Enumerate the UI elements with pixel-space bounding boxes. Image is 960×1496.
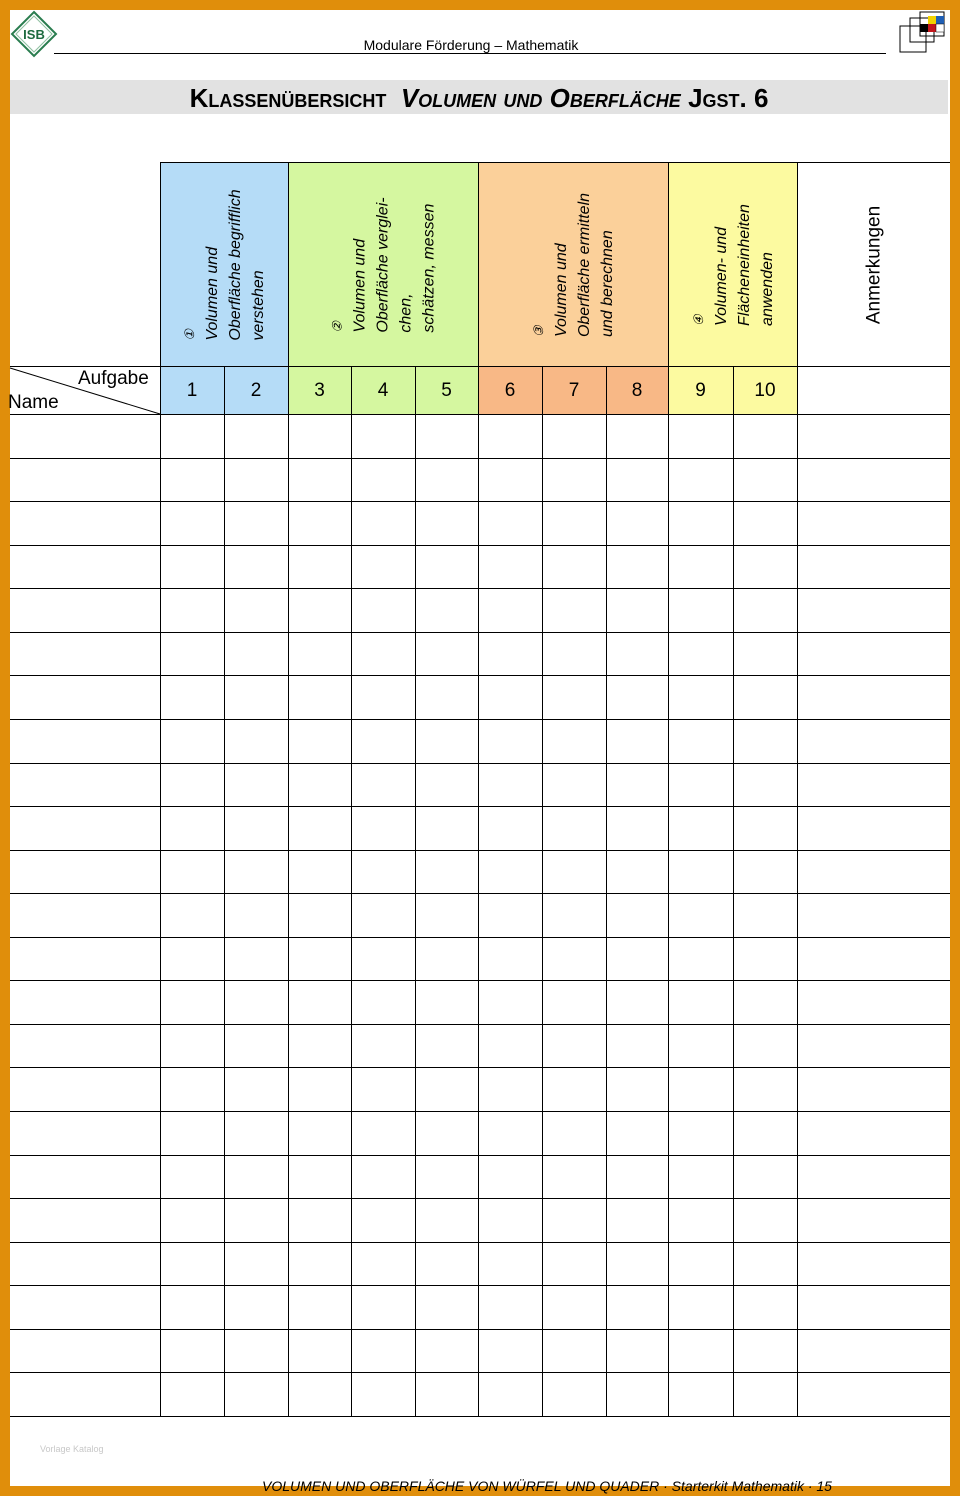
category-3-marker: ③ bbox=[531, 324, 546, 337]
category-1-line-2: Oberfläche begrifflich bbox=[227, 188, 244, 341]
title-topic: Volumen und Oberfläche bbox=[400, 83, 681, 113]
category-1-line-1: Volumen und bbox=[204, 246, 221, 341]
category-3-line-3: und berechnen bbox=[599, 229, 616, 337]
header-subtitle: Modulare Förderung – Mathematik bbox=[363, 37, 579, 53]
category-2-marker: ② bbox=[329, 320, 345, 333]
category-1-label bbox=[178, 189, 270, 340]
category-4-line-2: Flächeneinheiten bbox=[735, 203, 753, 326]
task-number-9: 9 bbox=[695, 379, 706, 401]
corner-label-aufgabe: Aufgabe bbox=[78, 368, 149, 389]
isb-logo-text: ISB bbox=[23, 27, 45, 42]
corner-label-name: Name bbox=[8, 392, 59, 413]
task-number-5: 5 bbox=[441, 379, 452, 401]
category-2-header bbox=[288, 163, 478, 366]
category-3-line-2: Oberfläche ermitteln bbox=[576, 192, 593, 337]
category-3-label bbox=[527, 192, 619, 336]
task-number-3: 3 bbox=[314, 379, 325, 401]
task-number-7: 7 bbox=[568, 379, 580, 401]
task-number-2: 2 bbox=[250, 379, 262, 401]
category-3-line-1: Volumen und bbox=[553, 242, 570, 337]
page-footer: VOLUMEN UND OBERFLÄCHE VON WÜRFEL UND QUADER · Starterkit Mathematik · 15 bbox=[262, 1478, 832, 1494]
watermark: Vorlage Katalog bbox=[40, 1444, 104, 1454]
category-4-header bbox=[668, 163, 797, 366]
category-2-line-2: Oberfläche verglei- bbox=[374, 196, 392, 333]
category-2-line-4: schätzen, messen bbox=[420, 203, 438, 333]
category-4-marker: ④ bbox=[690, 313, 706, 326]
category-3-header bbox=[478, 163, 668, 366]
category-4-label bbox=[687, 204, 779, 326]
category-2-line-1: Volumen und bbox=[351, 238, 369, 333]
title-grade: Jgst. 6 bbox=[688, 83, 769, 113]
remarks-header bbox=[797, 163, 950, 366]
remarks-label: Anmerkungen bbox=[863, 205, 884, 324]
task-number-8: 8 bbox=[631, 379, 643, 401]
category-4-line-3: anwenden bbox=[758, 251, 776, 326]
task-number-6: 6 bbox=[504, 379, 516, 401]
task-number-10: 10 bbox=[754, 379, 776, 401]
category-2-label bbox=[326, 197, 441, 332]
category-1-line-3: verstehen bbox=[250, 269, 267, 341]
task-number-1: 1 bbox=[186, 379, 198, 401]
category-1-header bbox=[160, 163, 288, 366]
task-number-4: 4 bbox=[377, 379, 389, 401]
category-1-marker: ① bbox=[182, 328, 197, 341]
category-4-line-1: Volumen- und bbox=[712, 226, 730, 326]
title-prefix: Klassenübersicht bbox=[189, 83, 387, 113]
category-2-line-3: chen, bbox=[397, 292, 415, 333]
